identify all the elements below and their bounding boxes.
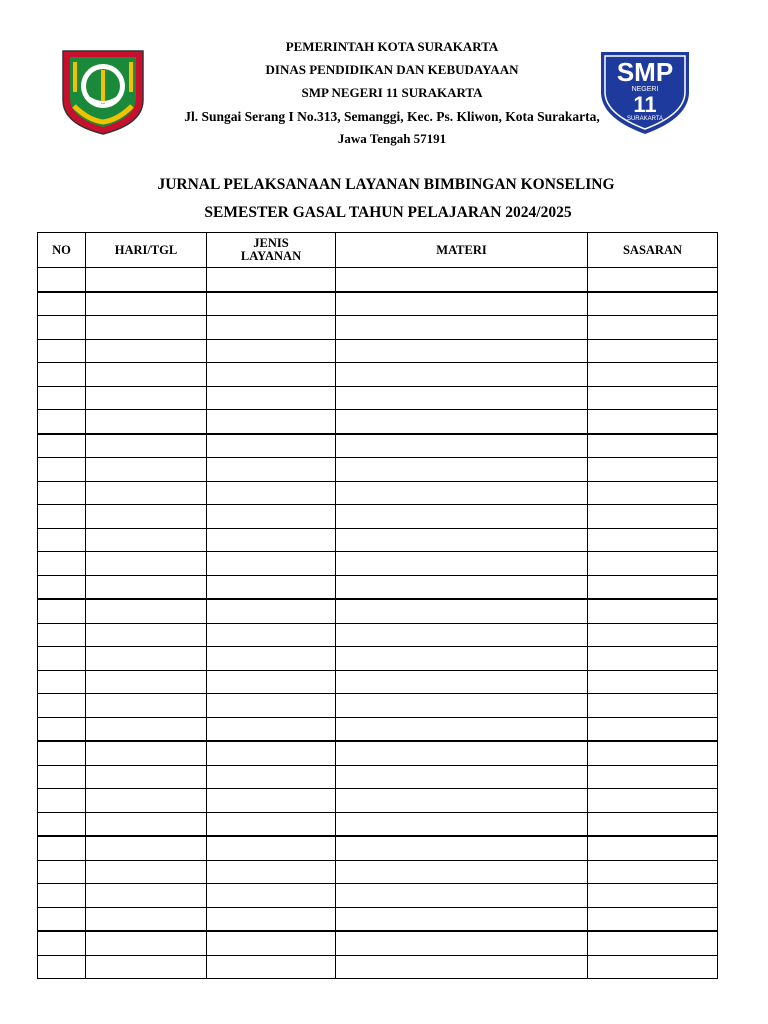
table-cell	[38, 647, 86, 671]
table-cell	[336, 363, 588, 387]
table-cell	[207, 789, 336, 813]
table-cell	[86, 623, 207, 647]
table-cell	[86, 552, 207, 576]
table-cell	[38, 505, 86, 529]
table-row	[38, 860, 718, 884]
table-row	[38, 528, 718, 552]
table-cell	[588, 931, 718, 955]
table-cell	[207, 316, 336, 340]
table-row	[38, 955, 718, 979]
table-cell	[588, 789, 718, 813]
table-cell	[207, 647, 336, 671]
table-row	[38, 931, 718, 955]
table-cell	[38, 268, 86, 292]
table-cell	[336, 789, 588, 813]
table-cell	[588, 812, 718, 836]
table-cell	[588, 741, 718, 765]
table-cell	[86, 316, 207, 340]
table-cell	[588, 907, 718, 931]
table-cell	[86, 599, 207, 623]
table-cell	[207, 386, 336, 410]
table-cell	[336, 552, 588, 576]
table-cell	[588, 575, 718, 599]
table-cell	[86, 647, 207, 671]
table-cell	[336, 955, 588, 979]
table-row	[38, 575, 718, 599]
table-cell	[588, 292, 718, 316]
table-row	[38, 599, 718, 623]
table-cell	[588, 339, 718, 363]
table-row	[38, 741, 718, 765]
table-cell	[38, 907, 86, 931]
table-cell	[38, 670, 86, 694]
table-cell	[86, 931, 207, 955]
table-cell	[86, 505, 207, 529]
table-cell	[207, 434, 336, 458]
table-cell	[38, 765, 86, 789]
table-cell	[588, 860, 718, 884]
header-no: NO	[38, 233, 86, 268]
table-cell	[336, 316, 588, 340]
table-cell	[38, 955, 86, 979]
table-cell	[207, 741, 336, 765]
number-logo-text: 11	[633, 92, 657, 117]
table-cell	[38, 931, 86, 955]
table-cell	[336, 647, 588, 671]
table-cell	[38, 481, 86, 505]
table-cell	[207, 860, 336, 884]
table-cell	[588, 410, 718, 434]
header-sasaran: SASARAN	[588, 233, 718, 268]
table-row	[38, 410, 718, 434]
table-cell	[86, 907, 207, 931]
surakarta-logo-text: SURAKARTA	[626, 116, 664, 122]
table-cell	[588, 694, 718, 718]
header-jenis-layanan	[207, 233, 336, 268]
table-header-row	[38, 233, 718, 268]
header-materi: MATERI	[336, 233, 588, 268]
table-row	[38, 268, 718, 292]
table-cell	[207, 836, 336, 860]
table-cell	[588, 623, 718, 647]
table-cell	[336, 741, 588, 765]
table-cell	[336, 528, 588, 552]
table-cell	[86, 765, 207, 789]
table-cell	[86, 717, 207, 741]
table-cell	[38, 316, 86, 340]
table-cell	[207, 268, 336, 292]
table-cell	[207, 670, 336, 694]
table-row	[38, 694, 718, 718]
table-cell	[336, 623, 588, 647]
table-cell	[86, 481, 207, 505]
table-cell	[207, 717, 336, 741]
table-cell	[588, 552, 718, 576]
table-row	[38, 552, 718, 576]
table-cell	[207, 623, 336, 647]
table-cell	[207, 552, 336, 576]
table-cell	[207, 339, 336, 363]
table-cell	[336, 434, 588, 458]
table-cell	[336, 812, 588, 836]
table-cell	[207, 505, 336, 529]
table-row	[38, 363, 718, 387]
table-cell	[588, 836, 718, 860]
table-cell	[86, 860, 207, 884]
table-cell	[588, 647, 718, 671]
table-cell	[38, 292, 86, 316]
table-cell	[336, 505, 588, 529]
table-row	[38, 434, 718, 458]
table-cell	[38, 812, 86, 836]
table-cell	[336, 599, 588, 623]
table-cell	[336, 717, 588, 741]
table-cell	[207, 458, 336, 482]
table-cell	[86, 670, 207, 694]
table-cell	[86, 694, 207, 718]
table-cell	[38, 884, 86, 908]
table-cell	[588, 458, 718, 482]
smp-logo-text: SMP	[616, 57, 674, 87]
table-cell	[588, 599, 718, 623]
table-cell	[588, 717, 718, 741]
table-cell	[207, 410, 336, 434]
table-body	[38, 268, 718, 979]
table-cell	[207, 481, 336, 505]
table-cell	[86, 955, 207, 979]
school-address-city: Jawa Tengah 57191	[337, 131, 447, 146]
table-cell	[86, 836, 207, 860]
table-row	[38, 458, 718, 482]
table-cell	[38, 789, 86, 813]
table-cell	[588, 268, 718, 292]
table-cell	[86, 410, 207, 434]
table-row	[38, 907, 718, 931]
table-cell	[207, 528, 336, 552]
table-cell	[336, 836, 588, 860]
table-cell	[86, 528, 207, 552]
table-cell	[38, 836, 86, 860]
table-cell	[38, 386, 86, 410]
table-cell	[207, 599, 336, 623]
table-cell	[38, 410, 86, 434]
table-cell	[588, 316, 718, 340]
table-cell	[38, 363, 86, 387]
table-cell	[336, 575, 588, 599]
table-row	[38, 717, 718, 741]
table-row	[38, 481, 718, 505]
table-row	[38, 647, 718, 671]
table-cell	[336, 386, 588, 410]
table-cell	[38, 552, 86, 576]
table-cell	[336, 268, 588, 292]
table-cell	[588, 884, 718, 908]
table-cell	[86, 434, 207, 458]
table-cell	[207, 884, 336, 908]
table-cell	[86, 575, 207, 599]
table-cell	[207, 812, 336, 836]
table-cell	[588, 528, 718, 552]
table-cell	[207, 694, 336, 718]
table-row	[38, 292, 718, 316]
table-cell	[207, 907, 336, 931]
table-cell	[38, 741, 86, 765]
table-cell	[86, 386, 207, 410]
table-cell	[336, 931, 588, 955]
table-row	[38, 836, 718, 860]
table-cell	[38, 860, 86, 884]
table-cell	[336, 765, 588, 789]
document-title: JURNAL PELAKSANAAN LAYANAN BIMBINGAN KONSELING	[157, 176, 615, 193]
table-cell	[207, 765, 336, 789]
table-cell	[38, 694, 86, 718]
document-subtitle: SEMESTER GASAL TAHUN PELAJARAN 2024/2025	[204, 204, 572, 221]
negeri-logo-text: NEGERI	[631, 86, 659, 93]
table-cell	[336, 481, 588, 505]
table-cell	[38, 623, 86, 647]
table-row	[38, 765, 718, 789]
table-cell	[336, 458, 588, 482]
table-row	[38, 339, 718, 363]
school-address: Jl. Sungai Serang I No.313, Semanggi, Kec. Ps. Kliwon, Kota Surakarta,	[184, 109, 600, 124]
table-cell	[336, 884, 588, 908]
table-row	[38, 316, 718, 340]
table-cell	[588, 386, 718, 410]
table-cell	[588, 434, 718, 458]
table-cell	[336, 292, 588, 316]
table-cell	[207, 575, 336, 599]
table-cell	[336, 670, 588, 694]
table-row	[38, 505, 718, 529]
table-cell	[86, 741, 207, 765]
government-name: PEMERINTAH KOTA SURAKARTA	[285, 39, 499, 54]
table-cell	[336, 410, 588, 434]
table-row	[38, 789, 718, 813]
table-row	[38, 812, 718, 836]
table-cell	[38, 575, 86, 599]
table-cell	[207, 363, 336, 387]
table-cell	[588, 481, 718, 505]
header-hari-tgl: HARI/TGL	[86, 233, 207, 268]
table-cell	[336, 860, 588, 884]
table-cell	[86, 458, 207, 482]
table-cell	[588, 363, 718, 387]
table-row	[38, 884, 718, 908]
table-cell	[86, 884, 207, 908]
table-cell	[86, 292, 207, 316]
table-cell	[588, 955, 718, 979]
table-row	[38, 386, 718, 410]
table-cell	[86, 812, 207, 836]
table-cell	[207, 292, 336, 316]
table-cell	[38, 528, 86, 552]
table-cell	[588, 670, 718, 694]
table-cell	[38, 717, 86, 741]
table-cell	[588, 765, 718, 789]
school-name: SMP NEGERI 11 SURAKARTA	[301, 85, 483, 100]
table-row	[38, 623, 718, 647]
table-cell	[86, 339, 207, 363]
table-cell	[336, 339, 588, 363]
table-cell	[207, 955, 336, 979]
table-cell	[86, 789, 207, 813]
table-cell	[207, 931, 336, 955]
journal-table	[37, 232, 718, 979]
table-cell	[38, 434, 86, 458]
table-cell	[336, 694, 588, 718]
table-row	[38, 670, 718, 694]
table-cell	[38, 458, 86, 482]
header-jenis-line1: JENIS	[253, 236, 289, 250]
header-jenis-line2: LAYANAN	[240, 249, 302, 263]
table-cell	[86, 268, 207, 292]
table-cell	[86, 363, 207, 387]
table-cell	[38, 339, 86, 363]
table-cell	[588, 505, 718, 529]
table-cell	[38, 599, 86, 623]
department-name: DINAS PENDIDIKAN DAN KEBUDAYAAN	[265, 62, 519, 77]
table-cell	[336, 907, 588, 931]
